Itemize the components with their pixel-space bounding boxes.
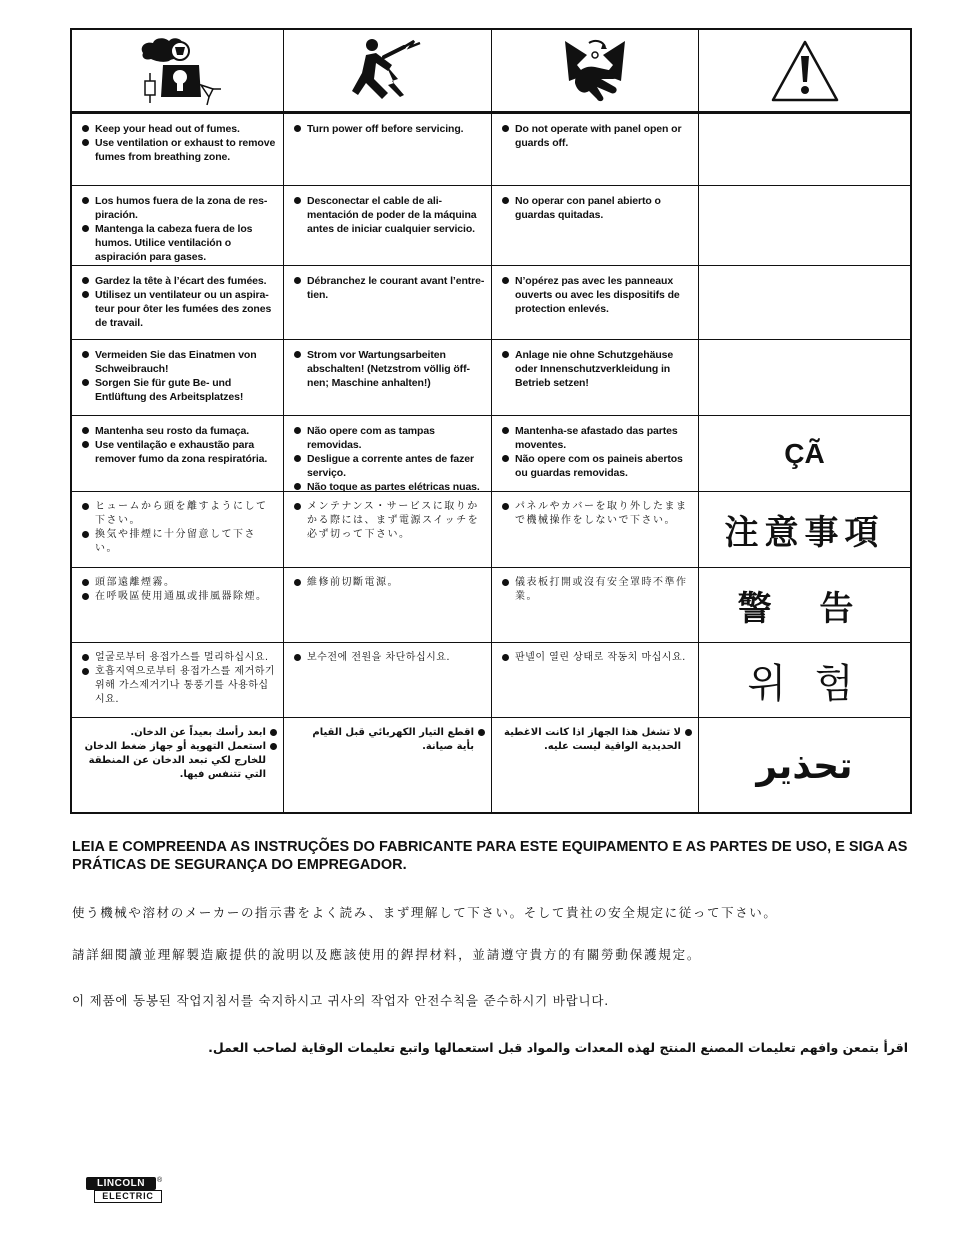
row-4-col-3-cell <box>492 340 699 416</box>
bullet-item: Não opere com as tampas removidas. <box>294 424 485 452</box>
bullet-list <box>502 348 692 390</box>
row-1-col-1-cell <box>72 114 284 186</box>
bullet-item: Strom vor Wartungsarbeiten abschalten! (Netzstrom völlig öff-nen; Maschine anhalten!) <box>294 348 485 390</box>
bullet-list <box>82 726 277 782</box>
row-4-col-1-cell <box>72 340 284 416</box>
warning-word: تحذير <box>756 745 853 787</box>
bullet-list <box>294 194 485 236</box>
row-7-col-1-cell <box>72 568 284 643</box>
row-1-col-2-cell <box>284 114 492 186</box>
electric-shock-icon <box>348 35 428 107</box>
warning-word: 위 험 <box>747 660 862 707</box>
row-8-col-1-cell <box>72 643 284 718</box>
bullet-item: لا تشغل هذا الجهاز اذا كانت الاغطية الحديدية الواقية ليست عليه. <box>502 726 692 754</box>
row-6-warning-word-cell <box>699 492 910 568</box>
bullet-item: Sorgen Sie für gute Be- und Entlüftung des Arbeitsplatzes! <box>82 376 277 404</box>
row-4-warning-word-cell <box>699 340 910 416</box>
bullet-list <box>294 274 485 302</box>
bullet-list <box>82 576 277 604</box>
bullet-item: Não toque as partes elétricas nuas. <box>294 480 485 492</box>
row-5-col-2-cell <box>284 416 492 492</box>
bullet-item: Turn power off before servicing. <box>294 122 485 136</box>
bullet-item: Não opere com os paineis abertos ou guardas removidas. <box>502 452 692 480</box>
row-2-col-1-cell <box>72 186 284 266</box>
bullet-item: 보수전에 전원을 차단하십시요. <box>294 651 485 665</box>
bullet-list <box>82 274 277 330</box>
bullet-list <box>82 194 277 264</box>
row-2-col-2-cell <box>284 186 492 266</box>
bullet-item: 儀表板打開或沒有安全罩時不準作業。 <box>502 576 692 604</box>
bullet-list <box>502 274 692 316</box>
safety-warning-table <box>70 28 912 814</box>
bullet-item: استعمل التهوية أو جهاز ضغط الدخان للخارج لكي تبعد الدخان عن المنطقة التي تتنفس فيها. <box>82 740 277 782</box>
row-9-col-1-cell <box>72 718 284 814</box>
bullet-item: Do not operate with panel open or guards off. <box>502 122 692 150</box>
row-3-warning-word-cell <box>699 266 910 340</box>
bullet-list <box>82 348 277 404</box>
bullet-item: Use ventilation or exhaust to remove fumes from breathing zone. <box>82 136 277 164</box>
instructions-arabic: اقرأ بتمعن وافهم تعليمات المصنع المنتج لهذه المعدات والمواد قبل استعمالها واتبع تعليمات الوقاية لصاحب العمل. <box>208 1040 908 1055</box>
bullet-item: 在呼吸區使用通風或排風器除煙。 <box>82 590 277 604</box>
row-4-col-2-cell <box>284 340 492 416</box>
shock-icon-cell <box>284 30 492 114</box>
bullet-item: パネルやカバーを取り外したままで機械操作をしないで下さい。 <box>502 500 692 528</box>
hand-icon-cell <box>492 30 699 114</box>
instructions-portuguese: LEIA E COMPREENDA AS INSTRUÇÕES DO FABRICANTE PARA ESTE EQUIPAMENTO E AS PARTES DE USO, E SIGA AS PRÁTICAS DE SEGURANÇA DO EMPREGADOR. <box>72 839 908 873</box>
moving-parts-hand-icon <box>555 35 635 107</box>
bullet-item: Vermeiden Sie das Einatmen von Schweibrauch! <box>82 348 277 376</box>
instructions-korean: 이 제품에 동봉된 작업지침서를 숙지하시고 귀사의 작업자 안전수칙을 준수하시기 바랍니다. <box>72 993 609 1008</box>
bullet-list <box>502 122 692 150</box>
row-7-col-2-cell <box>284 568 492 643</box>
bullet-item: 維修前切斷電源。 <box>294 576 485 590</box>
row-5-warning-word-cell <box>699 416 910 492</box>
bullet-item: Mantenha seu rosto da fumaça. <box>82 424 277 438</box>
row-6-col-3-cell <box>492 492 699 568</box>
bullet-item: Débranchez le courant avant l’entre-tien. <box>294 274 485 302</box>
bullet-item: メンテナンス・サービスに取りかかる際には、まず電源スイッチを必ず切って下さい。 <box>294 500 485 542</box>
bullet-item: Utilisez un ventilateur ou un aspira-teur pour ôter les fumées des zones de travail. <box>82 288 277 330</box>
bullet-item: Use ventilação e exhaustão para remover fumo da zona respiratória. <box>82 438 277 466</box>
bullet-item: اقطع التيار الكهربائي قبل القيام بأية صيانة. <box>294 726 485 754</box>
bullet-list <box>82 122 277 164</box>
bullet-item: Los humos fuera de la zona de res-piración. <box>82 194 277 222</box>
logo-top-text: LINCOLN <box>86 1177 156 1190</box>
row-8-warning-word-cell <box>699 643 910 718</box>
row-6-col-2-cell <box>284 492 492 568</box>
row-9-col-3-cell <box>492 718 699 814</box>
bullet-list <box>82 500 277 556</box>
bullet-list <box>502 424 692 480</box>
bullet-list <box>82 651 277 707</box>
bullet-list <box>294 424 485 492</box>
bullet-item: Desconectar el cable de ali-mentación de poder de la máquina antes de iniciar cualquier servicio. <box>294 194 485 236</box>
row-8-col-3-cell <box>492 643 699 718</box>
instructions-chinese: 請詳細閱讀並理解製造廠提供的說明以及應該使用的銲捍材料，並請遵守貴方的有關勞動保護規定。 <box>72 947 702 962</box>
bullet-list <box>502 500 692 528</box>
row-3-col-1-cell <box>72 266 284 340</box>
bullet-list <box>294 651 485 665</box>
bullet-list <box>502 651 692 665</box>
logo-registered-mark: ® <box>157 1177 163 1184</box>
lincoln-electric-logo <box>86 1177 164 1205</box>
row-1-warning-word-cell <box>699 114 910 186</box>
warning-triangle-icon <box>769 38 841 104</box>
row-5-col-3-cell <box>492 416 699 492</box>
warning-word: 警 告 <box>737 588 872 629</box>
logo-bottom-text: ELECTRIC <box>94 1190 162 1203</box>
row-8-col-2-cell <box>284 643 492 718</box>
bullet-list <box>502 576 692 604</box>
bullet-item: Mantenha-se afastado das partes moventes. <box>502 424 692 452</box>
bullet-item: Desligue a corrente antes de fazer serviço. <box>294 452 485 480</box>
bullet-list <box>294 122 485 136</box>
row-3-col-3-cell <box>492 266 699 340</box>
bullet-item: 換気や排煙に十分留意して下さい。 <box>82 528 277 556</box>
instructions-japanese: 使う機械や溶材のメーカーの指示書をよく読み、まず理解して下さい。そして貴社の安全規定に従って下さい。 <box>72 905 778 920</box>
bullet-item: No operar con panel abierto o guardas quitadas. <box>502 194 692 222</box>
bullet-list <box>502 194 692 222</box>
bullet-item: N’opérez pas avec les panneaux ouverts ou avec les dispositifs de protection enlevés. <box>502 274 692 316</box>
warning-word: 注意事項 <box>724 513 885 553</box>
warning-icon-cell <box>699 30 910 114</box>
bullet-list <box>294 726 485 754</box>
row-2-warning-word-cell <box>699 186 910 266</box>
bullet-item: ابعد رأسك بعيداً عن الدخان. <box>82 726 277 740</box>
bullet-item: 호흡지역으로부터 용접가스를 제거하기 위해 가스제거기나 통풍기를 사용하십시요. <box>82 665 277 707</box>
bullet-list <box>294 500 485 542</box>
bullet-list <box>294 576 485 590</box>
fumes-hazard-icon <box>133 35 223 107</box>
row-5-col-1-cell <box>72 416 284 492</box>
fumes-icon-cell <box>72 30 284 114</box>
row-9-col-2-cell <box>284 718 492 814</box>
bullet-item: 頭部遠離煙霧。 <box>82 576 277 590</box>
bullet-list <box>502 726 692 754</box>
bullet-item: ヒュームから頭を離すようにして下さい。 <box>82 500 277 528</box>
bullet-item: 얼굴로부터 용접가스를 멀리하십시요. <box>82 651 277 665</box>
warning-grid <box>72 30 910 812</box>
row-6-col-1-cell <box>72 492 284 568</box>
row-2-col-3-cell <box>492 186 699 266</box>
bullet-item: 판넬이 열린 상태로 작동치 마십시요. <box>502 651 692 665</box>
bullet-list <box>82 424 277 466</box>
row-7-warning-word-cell <box>699 568 910 643</box>
row-7-col-3-cell <box>492 568 699 643</box>
bullet-list <box>294 348 485 390</box>
warning-word: ÇÃ <box>784 437 825 469</box>
row-3-col-2-cell <box>284 266 492 340</box>
bullet-item: Anlage nie ohne Schutzgehäuse oder Innenschutzverkleidung in Betrieb setzen! <box>502 348 692 390</box>
row-9-warning-word-cell <box>699 718 910 814</box>
bullet-item: Gardez la tête à l’écart des fumées. <box>82 274 277 288</box>
bullet-item: Keep your head out of fumes. <box>82 122 277 136</box>
bullet-item: Mantenga la cabeza fuera de los humos. Utilice ventilación o aspiración para gases. <box>82 222 277 264</box>
row-1-col-3-cell <box>492 114 699 186</box>
